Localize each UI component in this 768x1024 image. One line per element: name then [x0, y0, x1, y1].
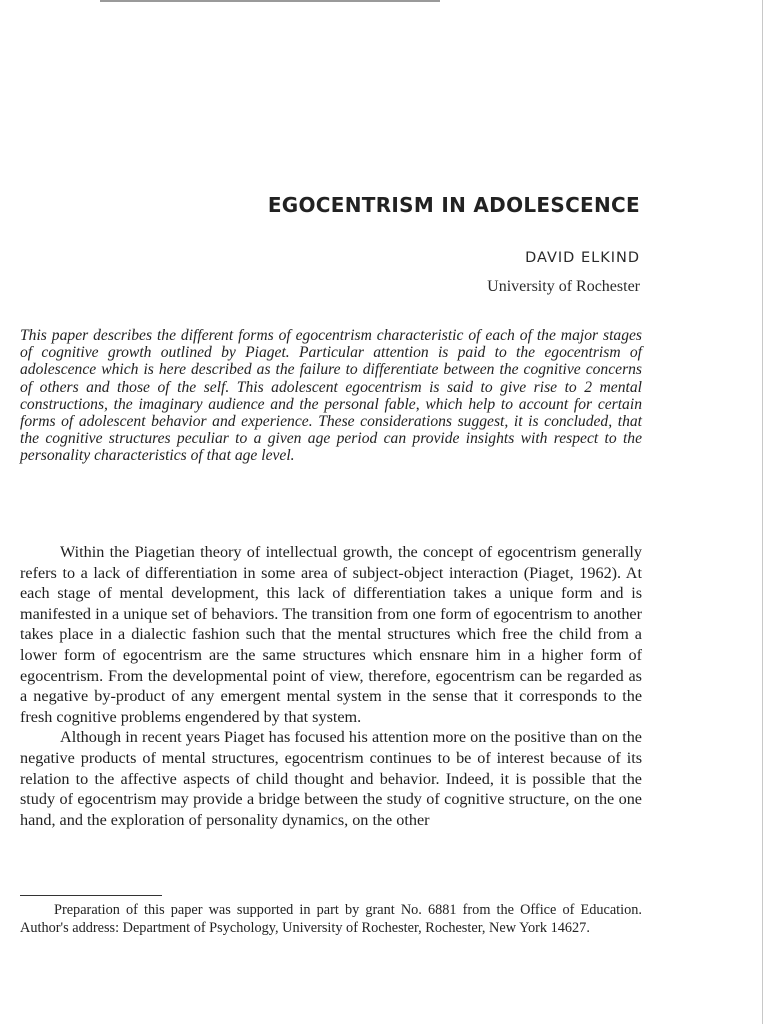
- article-body: [20, 542, 642, 830]
- footnote: Preparation of this paper was supported in part by grant No. 6881 from the Office of Education. Author's address: Department of Psychology, University of Rochester, Rochester, New York 14627.: [20, 902, 642, 936]
- body-paragraph: Although in recent years Piaget has focused his attention more on the positive than on the negative products of mental structures, egocentrism continues to be of interest because of its relation to the affective aspects of child thought and behavior. Indeed, it is possible that the study of egocentrism may provide a bridge between the study of cognitive structure, on the one hand, and the exploration of personality dynamics, on the other: [20, 728, 642, 829]
- body-paragraph: Within the Piagetian theory of intellectual growth, the concept of egocentrism generally refers to a lack of differentiation in some area of subject-object interaction (Piaget, 1962). At each stage of mental development, this lack of differentiation takes a unique form and is manifested in a unique set of behaviors. The transition from one form of egocentrism to another takes place in a dialectic fashion such that the mental structures which free the child from a lower form of egocentrism are the same structures which ensnare him in a higher form of egocentrism. From the developmental point of view, therefore, egocentrism can be regarded as a negative by-product of any emergent mental system in the sense that it corresponds to the fresh cognitive problems engendered by that system.: [20, 543, 642, 726]
- scan-top-edge-line: [100, 0, 440, 2]
- footnote-divider: [20, 895, 162, 896]
- scan-right-edge-line: [762, 0, 763, 1024]
- article-author: DAVID ELKIND: [525, 250, 640, 266]
- abstract-paragraph: This paper describes the different forms of egocentrism characteristic of each of the major stages of cognitive growth outlined by Piaget. Particular attention is paid to the egocentrism of adolescence which is here described as the failure to differentiate between the cognitive concerns of others and those of the self. This adolescent egocentrism is said to give rise to 2 mental constructions, the imaginary audience and the personal fable, which help to account for certain forms of adolescent behavior and experience. These considerations suggest, it is concluded, that the cognitive structures peculiar to a given age period can provide insights with respect to the personality characteristics of that age level.: [20, 327, 642, 465]
- author-affiliation: University of Rochester: [487, 278, 640, 295]
- article-title: EGOCENTRISM IN ADOLESCENCE: [267, 193, 640, 217]
